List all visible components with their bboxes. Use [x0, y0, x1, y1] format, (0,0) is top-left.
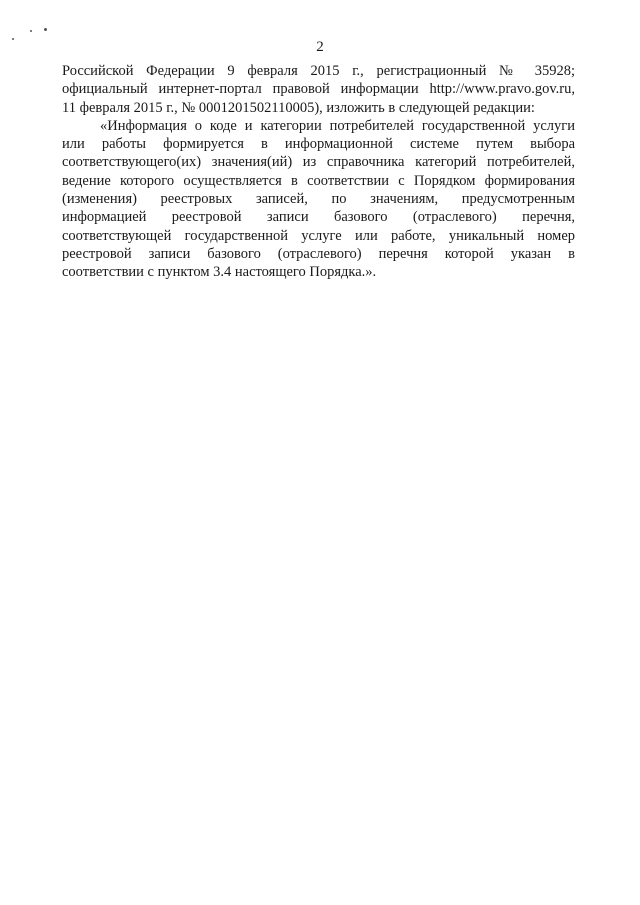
text-line: соответствующей государственной услуге или работе, уникальный номер — [62, 227, 575, 244]
text-line: Российской Федерации 9 февраля 2015 г., регистрационный № 35928; — [62, 63, 575, 79]
page-number: 2 — [316, 39, 324, 55]
text-line: 11 февраля 2015 г., № 0001201502110005), изложить в следующей редакции: — [62, 99, 535, 116]
text-line: официальный интернет-портал правовой информации http://www.pravo.gov.ru, — [62, 81, 575, 98]
text-line: соответствии с пунктом 3.4 настоящего Порядка.». — [62, 264, 377, 281]
text-line: информацией реестровой записи базового (отраслевого) перечня, — [62, 209, 575, 226]
text-line: соответствующего(их) значения(ий) из справочника категорий потребителей, — [62, 154, 575, 171]
text-line: «Информация о коде и категории потребителей государственной услуги — [100, 117, 575, 134]
scan-speck — [44, 28, 47, 31]
text-line: (изменения) реестровых записей, по значениям, предусмотренным — [62, 191, 575, 208]
scan-speck — [30, 30, 32, 32]
document-body — [62, 62, 575, 282]
text-line: или работы формируется в информационной системе путем выбора — [62, 136, 575, 153]
text-line: ведение которого осуществляется в соответствии с Порядком формирования — [62, 172, 575, 189]
text-line: реестровой записи базового (отраслевого) перечня которой указан в — [62, 245, 575, 262]
